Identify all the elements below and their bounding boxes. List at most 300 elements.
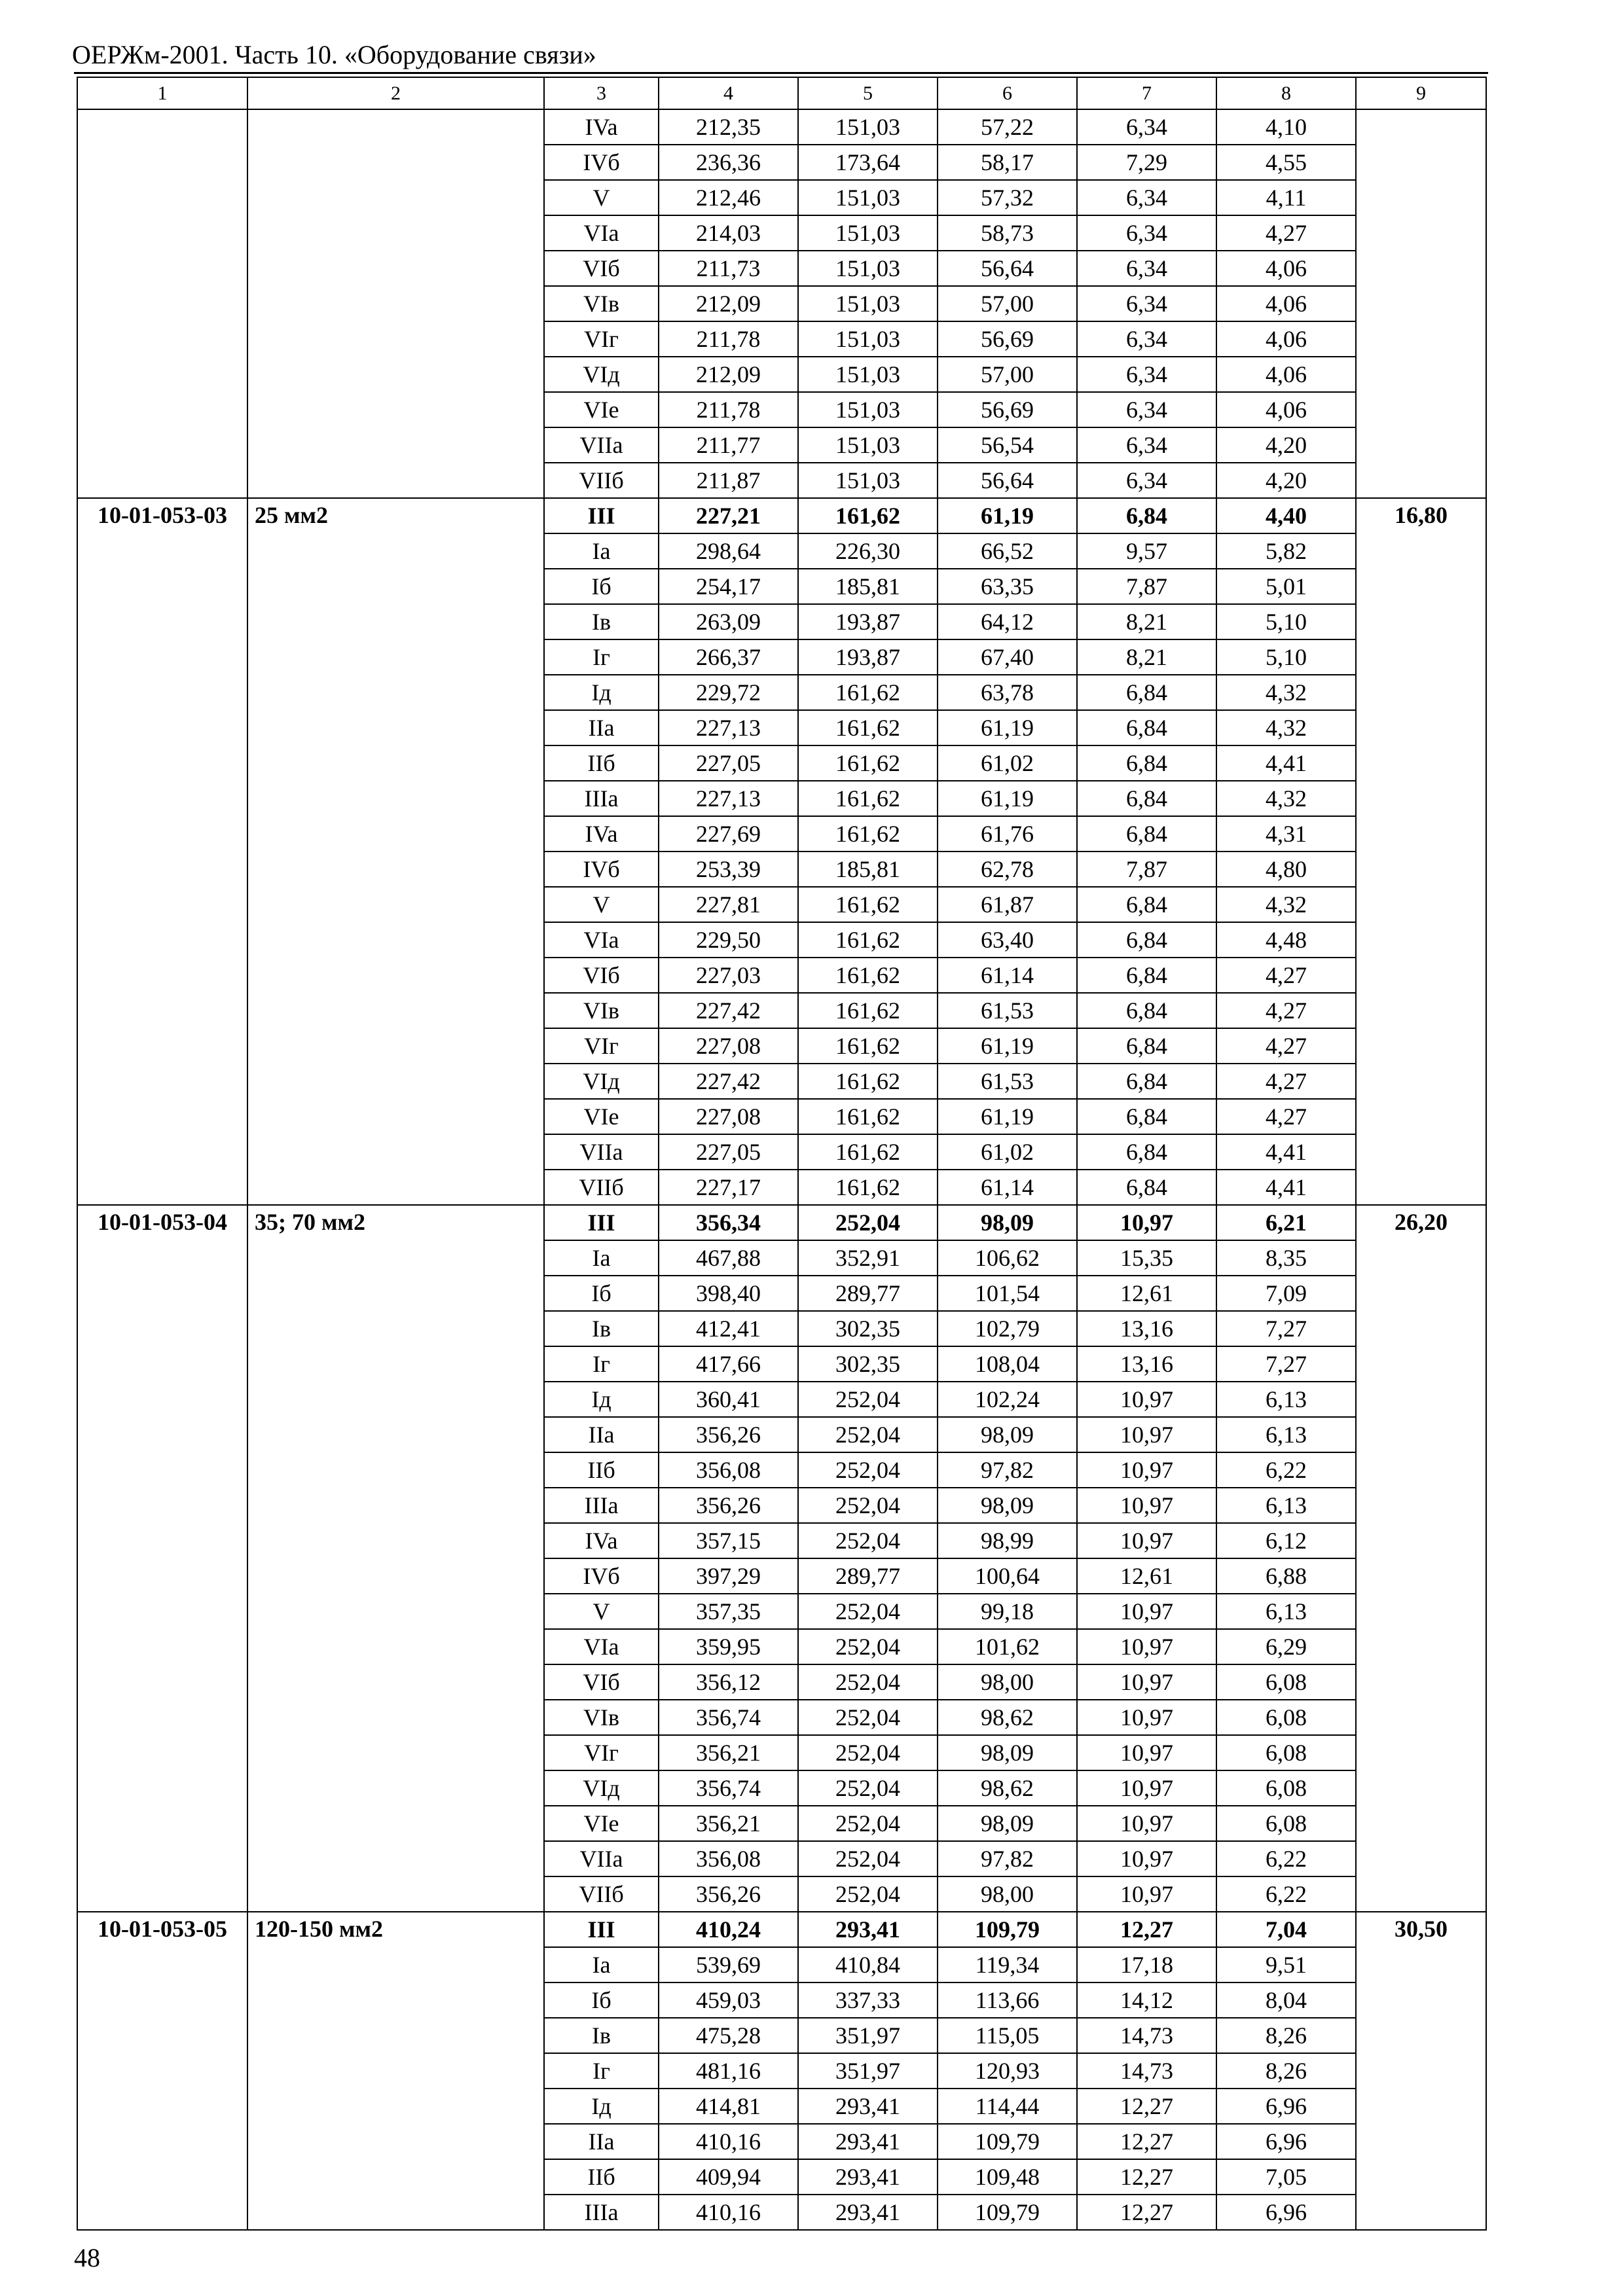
zone-cell: VIд	[544, 357, 659, 392]
value-cell: 289,77	[798, 1276, 938, 1311]
value-cell: 185,81	[798, 569, 938, 604]
value-cell: 409,94	[659, 2159, 798, 2195]
value-cell: 10,97	[1077, 1417, 1216, 1452]
value-cell: 185,81	[798, 852, 938, 887]
value-cell: 227,08	[659, 1028, 798, 1064]
value-cell: 356,12	[659, 1664, 798, 1700]
value-cell: 6,84	[1077, 710, 1216, 745]
value-cell: 8,35	[1216, 1240, 1356, 1276]
value-cell: 227,42	[659, 1064, 798, 1099]
zone-cell: Iб	[544, 569, 659, 604]
value-cell: 4,41	[1216, 745, 1356, 781]
value-cell: 227,13	[659, 710, 798, 745]
value-cell: 356,74	[659, 1770, 798, 1806]
value-cell: 211,78	[659, 321, 798, 357]
value-cell: 161,62	[798, 675, 938, 710]
value-cell: 227,42	[659, 993, 798, 1028]
value-cell: 10,97	[1077, 1700, 1216, 1735]
page-header-title: ОЕРЖм-2001. Часть 10. «Оборудование связи»	[72, 40, 596, 69]
value-cell: 357,15	[659, 1523, 798, 1558]
value-cell: 252,04	[798, 1700, 938, 1735]
value-cell: 356,26	[659, 1876, 798, 1912]
zone-cell: VIб	[544, 958, 659, 993]
value-cell: 252,04	[798, 1594, 938, 1629]
value-cell: 4,27	[1216, 1064, 1356, 1099]
value-cell: 252,04	[798, 1841, 938, 1876]
zone-cell: VIIб	[544, 1170, 659, 1205]
value-cell: 61,53	[938, 1064, 1077, 1099]
zone-cell: VIв	[544, 1700, 659, 1735]
zone-cell: IVб	[544, 852, 659, 887]
value-cell: 10,97	[1077, 1664, 1216, 1700]
value-cell: 98,09	[938, 1205, 1077, 1240]
value-cell: 57,00	[938, 357, 1077, 392]
value-cell: 212,46	[659, 180, 798, 215]
column-number: 9	[1356, 77, 1486, 109]
value-cell: 227,08	[659, 1099, 798, 1134]
zone-cell: VIIa	[544, 1841, 659, 1876]
value-cell: 61,14	[938, 958, 1077, 993]
value-cell: 4,20	[1216, 427, 1356, 463]
value-cell: 6,84	[1077, 675, 1216, 710]
value-cell: 212,09	[659, 357, 798, 392]
table-row	[77, 1205, 1486, 1240]
value-cell: 57,22	[938, 109, 1077, 145]
header-rule	[74, 72, 1488, 74]
value-cell: 6,08	[1216, 1664, 1356, 1700]
zone-cell: VIд	[544, 1770, 659, 1806]
value-cell: 56,64	[938, 463, 1077, 498]
value-cell: 4,20	[1216, 463, 1356, 498]
value-cell: 61,19	[938, 498, 1077, 533]
value-cell: 161,62	[798, 710, 938, 745]
value-cell: 252,04	[798, 1806, 938, 1841]
zone-cell: VIe	[544, 1099, 659, 1134]
page-number: 48	[74, 2243, 100, 2272]
rate-code: 10-01-053-04	[77, 1205, 247, 1912]
value-cell: 61,19	[938, 710, 1077, 745]
column-number: 8	[1216, 77, 1356, 109]
column-number: 3	[544, 77, 659, 109]
value-cell: 58,17	[938, 145, 1077, 180]
value-cell: 229,72	[659, 675, 798, 710]
value-cell: 10,97	[1077, 1770, 1216, 1806]
value-cell: 7,87	[1077, 852, 1216, 887]
value-cell: 252,04	[798, 1205, 938, 1240]
table-row	[77, 109, 1486, 145]
zone-cell: IVa	[544, 816, 659, 852]
zone-cell: Iд	[544, 1382, 659, 1417]
value-cell: 12,27	[1077, 2124, 1216, 2159]
zone-cell: IIa	[544, 1417, 659, 1452]
value-cell: 412,41	[659, 1311, 798, 1346]
value-cell: 6,21	[1216, 1205, 1356, 1240]
value-cell: 161,62	[798, 1099, 938, 1134]
value-cell: 12,61	[1077, 1276, 1216, 1311]
value-cell: 98,09	[938, 1735, 1077, 1770]
value-cell: 252,04	[798, 1770, 938, 1806]
zone-cell: VIв	[544, 993, 659, 1028]
zone-cell: IIб	[544, 1452, 659, 1488]
value-cell: 302,35	[798, 1346, 938, 1382]
value-cell: 58,73	[938, 215, 1077, 251]
value-cell: 467,88	[659, 1240, 798, 1276]
value-cell: 63,40	[938, 922, 1077, 958]
value-cell: 6,34	[1077, 109, 1216, 145]
zone-cell: IIб	[544, 2159, 659, 2195]
value-cell: 100,64	[938, 1558, 1077, 1594]
zone-cell: Iд	[544, 675, 659, 710]
value-cell: 151,03	[798, 463, 938, 498]
zone-cell: Iб	[544, 1982, 659, 2018]
value-cell: 67,40	[938, 639, 1077, 675]
value-cell: 151,03	[798, 286, 938, 321]
value-cell: 4,32	[1216, 887, 1356, 922]
value-cell: 475,28	[659, 2018, 798, 2053]
value-cell: 227,17	[659, 1170, 798, 1205]
value-cell: 6,34	[1077, 321, 1216, 357]
zone-cell: V	[544, 887, 659, 922]
value-cell: 4,06	[1216, 321, 1356, 357]
value-cell: 252,04	[798, 1488, 938, 1523]
rates-table-body	[77, 77, 1486, 2230]
value-cell: 161,62	[798, 922, 938, 958]
value-cell: 151,03	[798, 215, 938, 251]
value-cell: 4,41	[1216, 1170, 1356, 1205]
value-cell: 6,29	[1216, 1629, 1356, 1664]
value-cell: 398,40	[659, 1276, 798, 1311]
value-cell: 263,09	[659, 604, 798, 639]
value-cell: 193,87	[798, 639, 938, 675]
zone-cell: IVa	[544, 109, 659, 145]
value-cell: 6,84	[1077, 1170, 1216, 1205]
value-cell: 7,27	[1216, 1311, 1356, 1346]
value-cell: 298,64	[659, 533, 798, 569]
value-cell: 539,69	[659, 1947, 798, 1982]
value-cell: 98,00	[938, 1876, 1077, 1912]
zone-cell: IIIa	[544, 781, 659, 816]
value-cell: 302,35	[798, 1311, 938, 1346]
zone-cell: Iд	[544, 2089, 659, 2124]
value-cell: 98,09	[938, 1417, 1077, 1452]
value-cell: 4,32	[1216, 781, 1356, 816]
value-cell: 151,03	[798, 392, 938, 427]
zone-cell: VIг	[544, 1735, 659, 1770]
value-cell: 356,08	[659, 1452, 798, 1488]
value-cell: 252,04	[798, 1417, 938, 1452]
value-cell: 151,03	[798, 180, 938, 215]
value-cell: 254,17	[659, 569, 798, 604]
rate-norm: 30,50	[1356, 1912, 1486, 2230]
value-cell: 61,53	[938, 993, 1077, 1028]
value-cell: 397,29	[659, 1558, 798, 1594]
value-cell: 10,97	[1077, 1523, 1216, 1558]
value-cell: 61,19	[938, 781, 1077, 816]
value-cell: 227,21	[659, 498, 798, 533]
zone-cell: VIa	[544, 215, 659, 251]
value-cell: 229,50	[659, 922, 798, 958]
value-cell: 120,93	[938, 2053, 1077, 2089]
value-cell: 10,97	[1077, 1488, 1216, 1523]
value-cell: 6,22	[1216, 1452, 1356, 1488]
value-cell: 109,79	[938, 2195, 1077, 2230]
value-cell: 10,97	[1077, 1735, 1216, 1770]
value-cell: 7,27	[1216, 1346, 1356, 1382]
zone-cell: VIг	[544, 321, 659, 357]
value-cell: 161,62	[798, 1028, 938, 1064]
value-cell: 109,48	[938, 2159, 1077, 2195]
value-cell: 97,82	[938, 1452, 1077, 1488]
value-cell: 57,00	[938, 286, 1077, 321]
value-cell: 252,04	[798, 1735, 938, 1770]
value-cell: 293,41	[798, 2159, 938, 2195]
value-cell: 66,52	[938, 533, 1077, 569]
value-cell: 8,21	[1077, 604, 1216, 639]
value-cell: 7,05	[1216, 2159, 1356, 2195]
value-cell: 56,69	[938, 321, 1077, 357]
value-cell: 109,79	[938, 1912, 1077, 1947]
zone-cell: IIa	[544, 710, 659, 745]
value-cell: 98,09	[938, 1488, 1077, 1523]
value-cell: 4,06	[1216, 286, 1356, 321]
value-cell: 6,84	[1077, 816, 1216, 852]
value-cell: 6,34	[1077, 215, 1216, 251]
value-cell: 5,10	[1216, 604, 1356, 639]
value-cell: 6,84	[1077, 887, 1216, 922]
value-cell: 12,27	[1077, 2195, 1216, 2230]
zone-cell: IIIa	[544, 2195, 659, 2230]
value-cell: 6,34	[1077, 180, 1216, 215]
zone-cell: IIIa	[544, 1488, 659, 1523]
value-cell: 161,62	[798, 498, 938, 533]
table-row	[77, 1912, 1486, 1947]
value-cell: 4,32	[1216, 675, 1356, 710]
zone-cell: Iг	[544, 639, 659, 675]
value-cell: 7,87	[1077, 569, 1216, 604]
zone-cell: Ia	[544, 1947, 659, 1982]
value-cell: 293,41	[798, 2195, 938, 2230]
value-cell: 252,04	[798, 1382, 938, 1417]
zone-cell: V	[544, 180, 659, 215]
value-cell: 293,41	[798, 2124, 938, 2159]
value-cell: 6,84	[1077, 1134, 1216, 1170]
value-cell: 4,27	[1216, 993, 1356, 1028]
value-cell: 6,84	[1077, 922, 1216, 958]
value-cell: 410,16	[659, 2195, 798, 2230]
value-cell: 4,06	[1216, 357, 1356, 392]
value-cell: 227,69	[659, 816, 798, 852]
zone-cell: VIe	[544, 392, 659, 427]
value-cell: 6,96	[1216, 2089, 1356, 2124]
rate-description: 25 мм2	[247, 498, 544, 1205]
value-cell: 252,04	[798, 1629, 938, 1664]
value-cell: 266,37	[659, 639, 798, 675]
value-cell: 236,36	[659, 145, 798, 180]
value-cell: 6,13	[1216, 1488, 1356, 1523]
value-cell: 8,04	[1216, 1982, 1356, 2018]
value-cell: 62,78	[938, 852, 1077, 887]
value-cell: 252,04	[798, 1664, 938, 1700]
value-cell: 101,54	[938, 1276, 1077, 1311]
zone-cell: III	[544, 498, 659, 533]
value-cell: 10,97	[1077, 1594, 1216, 1629]
zone-cell: VIг	[544, 1028, 659, 1064]
value-cell: 6,34	[1077, 463, 1216, 498]
value-cell: 7,29	[1077, 145, 1216, 180]
value-cell: 8,26	[1216, 2018, 1356, 2053]
value-cell: 351,97	[798, 2018, 938, 2053]
value-cell: 6,22	[1216, 1876, 1356, 1912]
rate-code	[77, 109, 247, 498]
value-cell: 151,03	[798, 251, 938, 286]
value-cell: 12,27	[1077, 2089, 1216, 2124]
zone-cell: VIe	[544, 1806, 659, 1841]
value-cell: 61,19	[938, 1028, 1077, 1064]
value-cell: 212,35	[659, 109, 798, 145]
value-cell: 6,84	[1077, 1099, 1216, 1134]
value-cell: 356,26	[659, 1417, 798, 1452]
value-cell: 161,62	[798, 958, 938, 993]
value-cell: 4,27	[1216, 958, 1356, 993]
zone-cell: IIa	[544, 2124, 659, 2159]
value-cell: 356,21	[659, 1735, 798, 1770]
value-cell: 227,13	[659, 781, 798, 816]
value-cell: 227,05	[659, 745, 798, 781]
value-cell: 356,74	[659, 1700, 798, 1735]
value-cell: 227,05	[659, 1134, 798, 1170]
value-cell: 6,08	[1216, 1806, 1356, 1841]
value-cell: 13,16	[1077, 1311, 1216, 1346]
value-cell: 56,54	[938, 427, 1077, 463]
value-cell: 151,03	[798, 109, 938, 145]
zone-cell: VIa	[544, 1629, 659, 1664]
zone-cell: VIв	[544, 286, 659, 321]
value-cell: 8,26	[1216, 2053, 1356, 2089]
value-cell: 4,80	[1216, 852, 1356, 887]
column-number: 6	[938, 77, 1077, 109]
value-cell: 4,06	[1216, 392, 1356, 427]
value-cell: 161,62	[798, 1134, 938, 1170]
value-cell: 4,31	[1216, 816, 1356, 852]
value-cell: 10,97	[1077, 1452, 1216, 1488]
value-cell: 352,91	[798, 1240, 938, 1276]
value-cell: 10,97	[1077, 1841, 1216, 1876]
value-cell: 227,03	[659, 958, 798, 993]
value-cell: 119,34	[938, 1947, 1077, 1982]
value-cell: 98,99	[938, 1523, 1077, 1558]
value-cell: 252,04	[798, 1876, 938, 1912]
value-cell: 6,84	[1077, 745, 1216, 781]
value-cell: 6,22	[1216, 1841, 1356, 1876]
zone-cell: III	[544, 1205, 659, 1240]
zone-cell: Iв	[544, 1311, 659, 1346]
value-cell: 161,62	[798, 887, 938, 922]
value-cell: 63,78	[938, 675, 1077, 710]
value-cell: 61,76	[938, 816, 1077, 852]
zone-cell: IIб	[544, 745, 659, 781]
value-cell: 14,73	[1077, 2018, 1216, 2053]
value-cell: 414,81	[659, 2089, 798, 2124]
value-cell: 211,87	[659, 463, 798, 498]
value-cell: 6,96	[1216, 2124, 1356, 2159]
value-cell: 106,62	[938, 1240, 1077, 1276]
value-cell: 289,77	[798, 1558, 938, 1594]
column-number-row	[77, 77, 1486, 109]
rate-description: 120-150 мм2	[247, 1912, 544, 2230]
value-cell: 356,34	[659, 1205, 798, 1240]
value-cell: 4,55	[1216, 145, 1356, 180]
value-cell: 102,24	[938, 1382, 1077, 1417]
value-cell: 4,41	[1216, 1134, 1356, 1170]
zone-cell: VIIб	[544, 463, 659, 498]
value-cell: 10,97	[1077, 1382, 1216, 1417]
rate-norm: 26,20	[1356, 1205, 1486, 1912]
value-cell: 6,84	[1077, 1064, 1216, 1099]
zone-cell: VIa	[544, 922, 659, 958]
value-cell: 113,66	[938, 1982, 1077, 2018]
value-cell: 356,21	[659, 1806, 798, 1841]
column-number: 1	[77, 77, 247, 109]
value-cell: 6,84	[1077, 993, 1216, 1028]
zone-cell: Ia	[544, 533, 659, 569]
rate-code: 10-01-053-05	[77, 1912, 247, 2230]
value-cell: 161,62	[798, 1064, 938, 1099]
value-cell: 17,18	[1077, 1947, 1216, 1982]
value-cell: 227,81	[659, 887, 798, 922]
value-cell: 360,41	[659, 1382, 798, 1417]
value-cell: 10,97	[1077, 1205, 1216, 1240]
value-cell: 459,03	[659, 1982, 798, 2018]
zone-cell: Iб	[544, 1276, 659, 1311]
value-cell: 410,16	[659, 2124, 798, 2159]
value-cell: 481,16	[659, 2053, 798, 2089]
value-cell: 253,39	[659, 852, 798, 887]
value-cell: 6,34	[1077, 392, 1216, 427]
value-cell: 4,27	[1216, 215, 1356, 251]
value-cell: 61,14	[938, 1170, 1077, 1205]
value-cell: 7,04	[1216, 1912, 1356, 1947]
value-cell: 8,21	[1077, 639, 1216, 675]
value-cell: 12,27	[1077, 2159, 1216, 2195]
value-cell: 293,41	[798, 2089, 938, 2124]
value-cell: 98,62	[938, 1700, 1077, 1735]
value-cell: 161,62	[798, 993, 938, 1028]
value-cell: 161,62	[798, 781, 938, 816]
value-cell: 61,02	[938, 1134, 1077, 1170]
value-cell: 193,87	[798, 604, 938, 639]
value-cell: 214,03	[659, 215, 798, 251]
value-cell: 359,95	[659, 1629, 798, 1664]
value-cell: 15,35	[1077, 1240, 1216, 1276]
value-cell: 337,33	[798, 1982, 938, 2018]
value-cell: 356,26	[659, 1488, 798, 1523]
value-cell: 4,10	[1216, 109, 1356, 145]
value-cell: 61,87	[938, 887, 1077, 922]
value-cell: 161,62	[798, 1170, 938, 1205]
value-cell: 252,04	[798, 1452, 938, 1488]
value-cell: 6,34	[1077, 251, 1216, 286]
value-cell: 357,35	[659, 1594, 798, 1629]
value-cell: 57,32	[938, 180, 1077, 215]
value-cell: 114,44	[938, 2089, 1077, 2124]
value-cell: 161,62	[798, 745, 938, 781]
value-cell: 56,69	[938, 392, 1077, 427]
value-cell: 6,12	[1216, 1523, 1356, 1558]
value-cell: 212,09	[659, 286, 798, 321]
zone-cell: Iг	[544, 2053, 659, 2089]
value-cell: 211,77	[659, 427, 798, 463]
rate-description	[247, 109, 544, 498]
